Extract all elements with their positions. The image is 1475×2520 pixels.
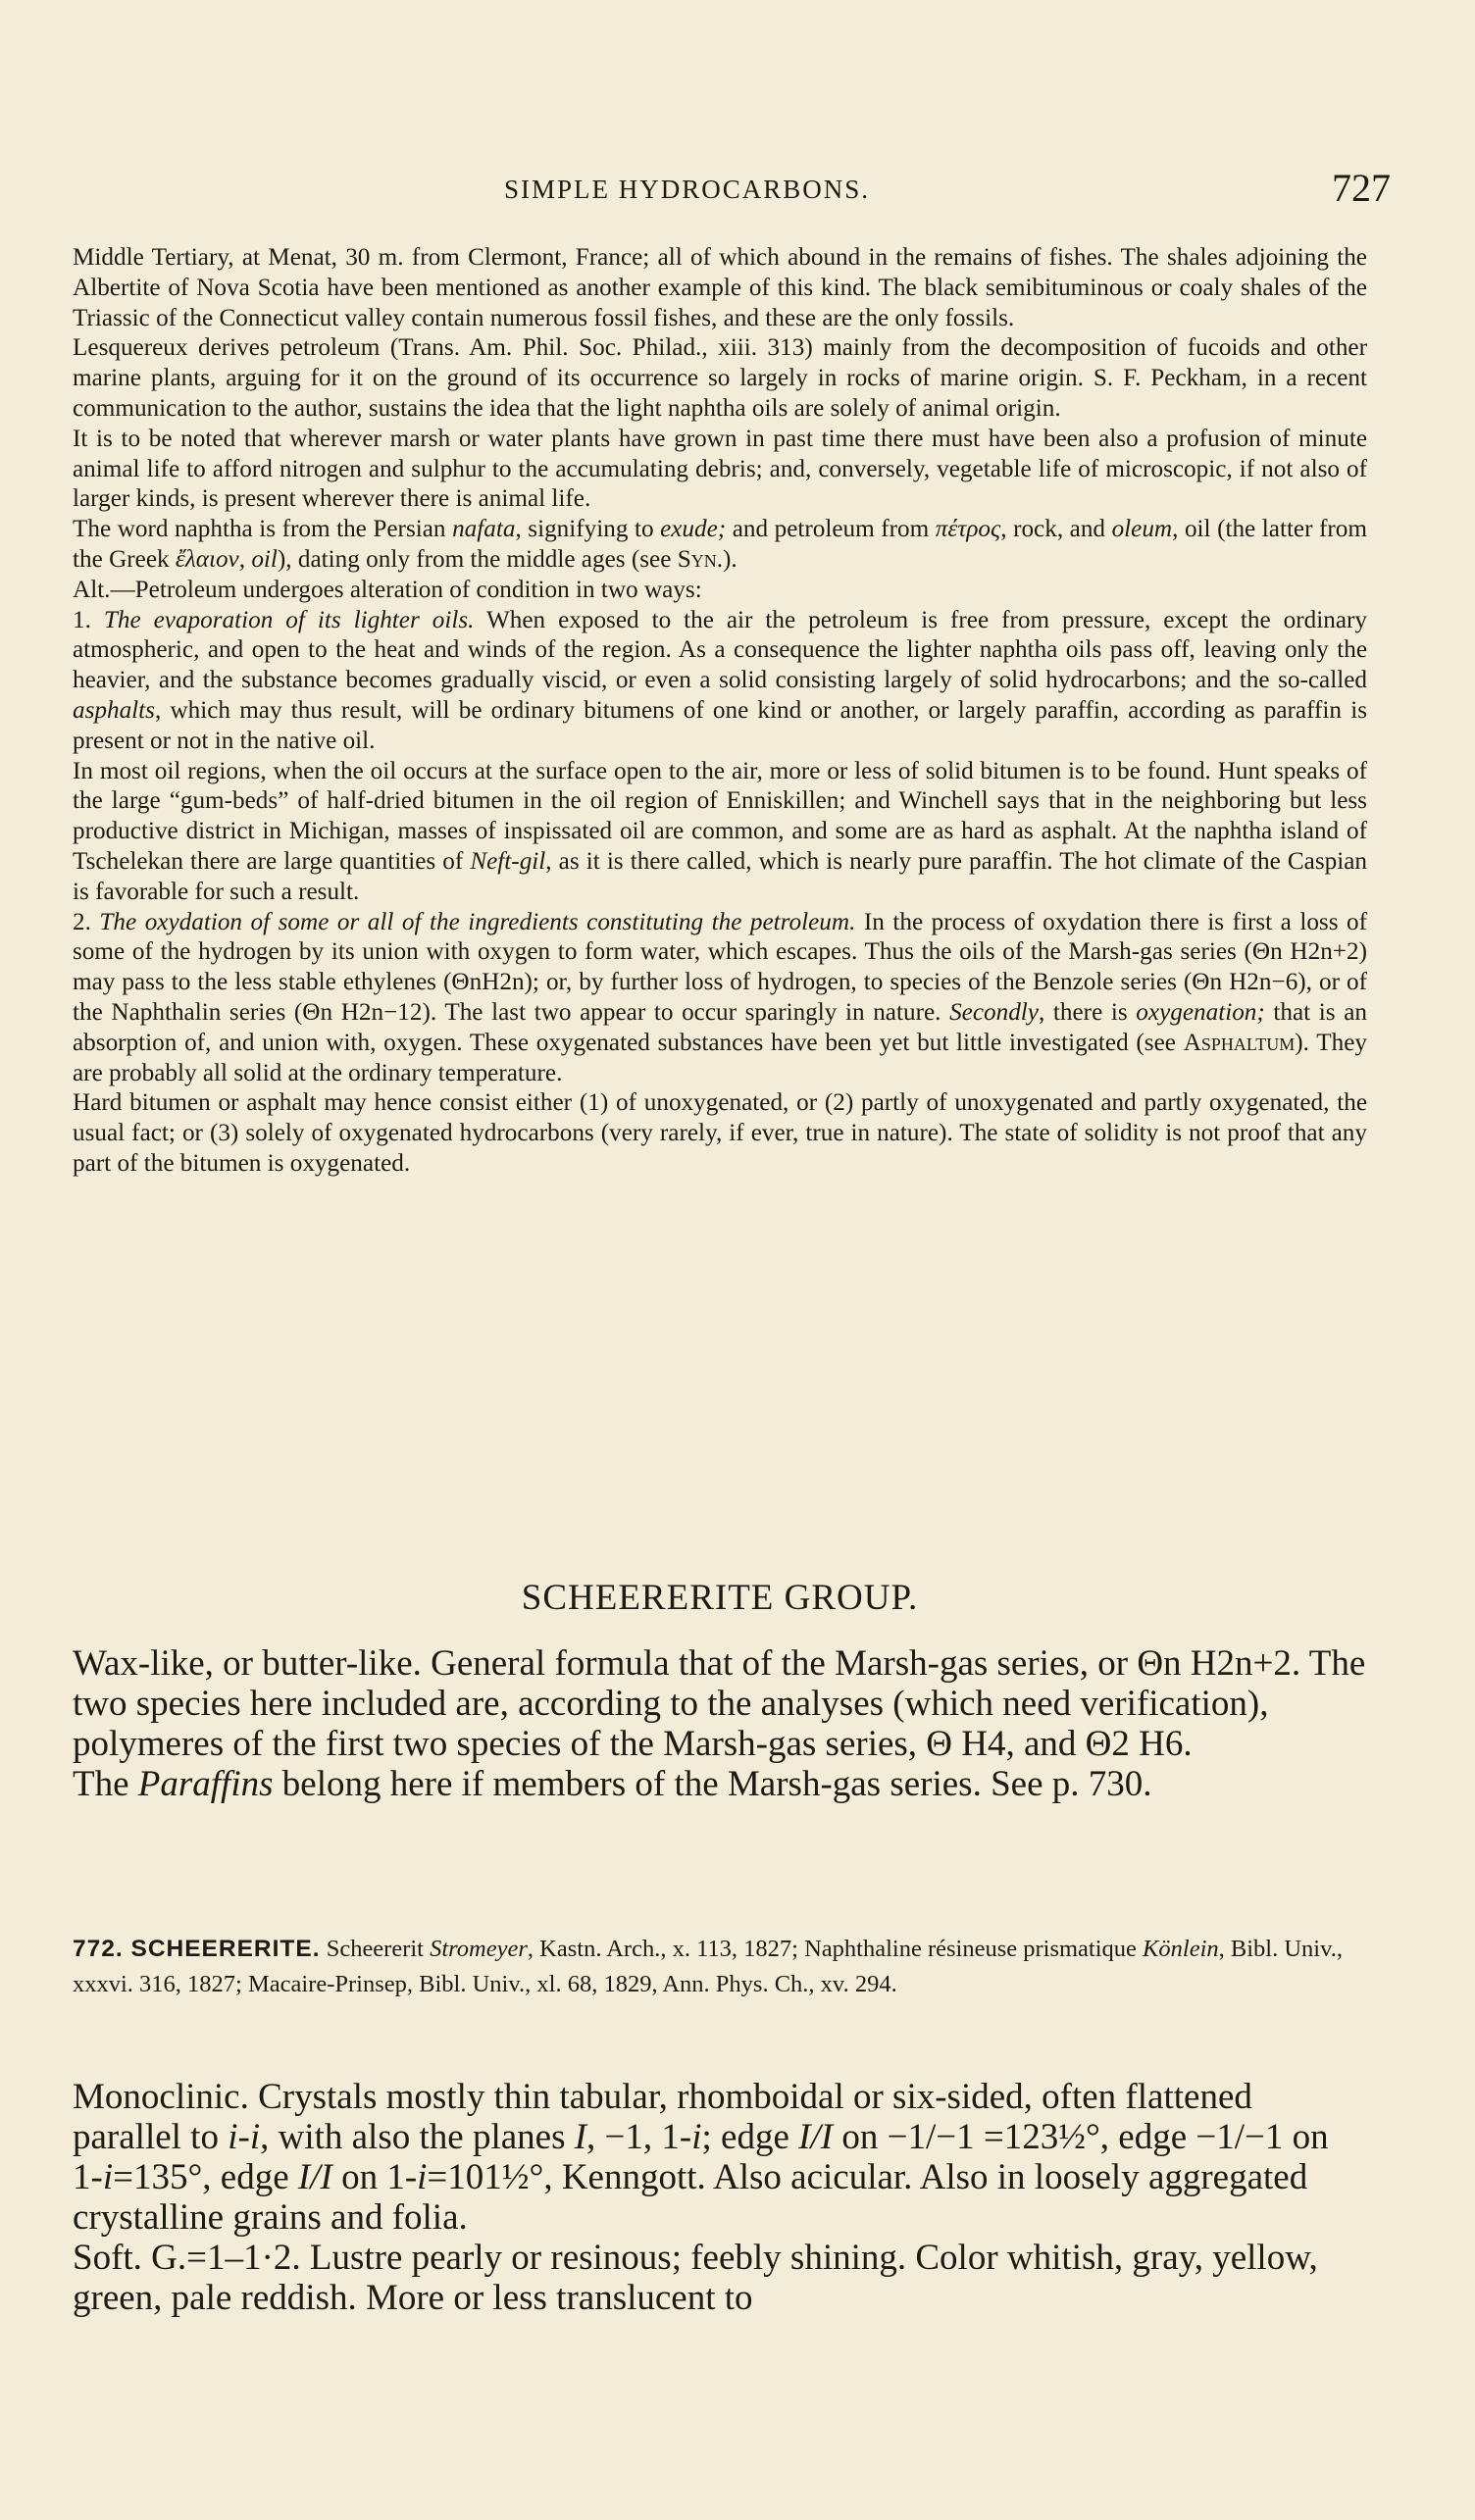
species-description xyxy=(73,2077,1367,2318)
paragraph-etymology: The word naphtha is from the Persian nafata, signifying to exude; and petroleum from πέτρος, rock, and oleum, oil (the latter from the Greek ἔλαιον, oil), dating only from the middle ages (see Syn.). xyxy=(73,516,1367,573)
paragraph-fossil-fishes: Middle Tertiary, at Menat, 30 m. from Clermont, France; all of which abound in the remains of fishes. The shales adjoining the Albertite of Nova Scotia have been mentioned as another example of this kind. The black semibituminous or coaly shales of the Triassic of the Connecticut valley contain numerous fossil fishes, and these are the only fossils. xyxy=(73,244,1367,331)
paragraph-oxydation: 2. The oxydation of some or all of the ingredients constituting the petroleum. In the process of oxydation there is first a loss of some of the hydrogen by its union with oxygen to form water, which escapes. Thus the oils of the Marsh-gas series (Θn H2n+2) may pass to the less stable ethylenes (ΘnH2n); or, by further loss of hydrogen, to species of the Benzole series (Θn H2n−6), or of the Naphthalin series (Θn H2n−12). The last two appear to occur sparingly in nature. Secondly, there is oxygenation; that is an absorption of, and union with, oxygen. These oxygenated substances have been yet but little investigated (see Asphaltum). They are probably all solid at the ordinary temperature. xyxy=(73,908,1368,1086)
small-print-section xyxy=(73,243,1367,1180)
running-head xyxy=(73,165,1391,214)
paragraph-evaporation: 1. The evaporation of its lighter oils. When exposed to the air the petroleum is free from pressure, except the ordinary atmospheric, and open to the heat and winds of the region. As a consequence the lighter naphtha oils pass off, leaving only the heavier, and the substance becomes gradually viscid, or even a solid consisting largely of solid hydrocarbons; and the so-called asphalts, which may thus result, will be ordinary bitumens of one kind or another, or largely paraffin, according as paraffin is present or not in the native oil. xyxy=(73,606,1367,754)
paragraph-alteration: Alt.—Petroleum undergoes alteration of condition in two ways: xyxy=(73,576,702,603)
paragraph-hard-bitumen: Hard bitumen or asphalt may hence consist either (1) of unoxygenated, or (2) partly of unoxygenated and partly oxygenated, the usual fact; or (3) solely of oxygenated hydrocarbons (very rarely, if ever, true in nature). The state of solidity is not proof that any part of the bitumen is oxygenated. xyxy=(73,1089,1367,1177)
paragraph-marsh-plants: It is to be noted that wherever marsh or water plants have grown in past time there must have been also a profusion of minute animal life to afford nitrogen and sulphur to the accumulating debris; and, conversely, vegetable life of microscopic, if not also of larger kinds, is present wherever there is animal life. xyxy=(73,425,1367,513)
paragraph-paraffins: The Paraffins belong here if members of the Marsh-gas series. See p. 730. xyxy=(73,1764,1152,1804)
running-title: SIMPLE HYDROCARBONS. xyxy=(504,175,871,204)
species-title: 772. SCHEERERITE. xyxy=(73,1936,321,1962)
page-number: 727 xyxy=(1332,166,1391,210)
paragraph-crystallography: Monoclinic. Crystals mostly thin tabular, rhomboidal or six-sided, often flattened parallel to i-i, with also the planes I, −1, 1-i; edge I/I on −1/−1 =123½°, edge −1/−1 on 1-i=135°, edge I/I on 1-i=101½°, Kenngott. Also acicular. Also in loosely aggregated crystalline grains and folia. xyxy=(73,2077,1329,2238)
paragraph-physical-properties: Soft. G.=1–1·2. Lustre pearly or resinous; feebly shining. Color whitish, gray, yellow, green, pale reddish. More or less translucent to xyxy=(73,2238,1318,2318)
species-entry: 772. SCHEERERITE. Scheererit Stromeyer, Kastn. Arch., x. 113, 1827; Naphthaline résineuse prismatique Könlein, Bibl. Univ., xxxvi. 316, 1827; Macaire-Prinsep, Bibl. Univ., xl. 68, 1829, Ann. Phys. Ch., xv. 294. xyxy=(73,1936,1344,1997)
paragraph-general-formula: Wax-like, or butter-like. General formula that of the Marsh-gas series, or Θn H2n+2. The two species here included are, according to the analyses (which need verification), polymeres of the first two species of the Marsh-gas series, Θ H4, and Θ2 H6. xyxy=(73,1643,1366,1764)
paragraph-lesquereux: Lesquereux derives petroleum (Trans. Am. Phil. Soc. Philad., xiii. 313) mainly from the decomposition of fucoids and other marine plants, arguing for it on the ground of its occurrence so largely in rocks of marine origin. S. F. Peckham, in a recent communication to the author, sustains the idea that the light naphtha oils are solely of animal origin. xyxy=(73,334,1367,422)
paragraph-oil-regions: In most oil regions, when the oil occurs at the surface open to the air, more or less of solid bitumen is to be found. Hunt speaks of the large “gum-beds” of half-dried bitumen in the oil region of Enniskillen; and Winchell says that in the neighboring but less productive district in Michigan, masses of inspissated oil are common, and some are as hard as asphalt. At the naphtha island of Tschelekan there are large quantities of Neft-gil, as it is there called, which is nearly pure paraffin. The hot climate of the Caspian is favorable for such a result. xyxy=(73,757,1367,905)
book-page xyxy=(73,0,1391,2520)
group-description xyxy=(73,1643,1367,1804)
group-heading: SCHEERERITE GROUP. xyxy=(521,1578,919,1618)
